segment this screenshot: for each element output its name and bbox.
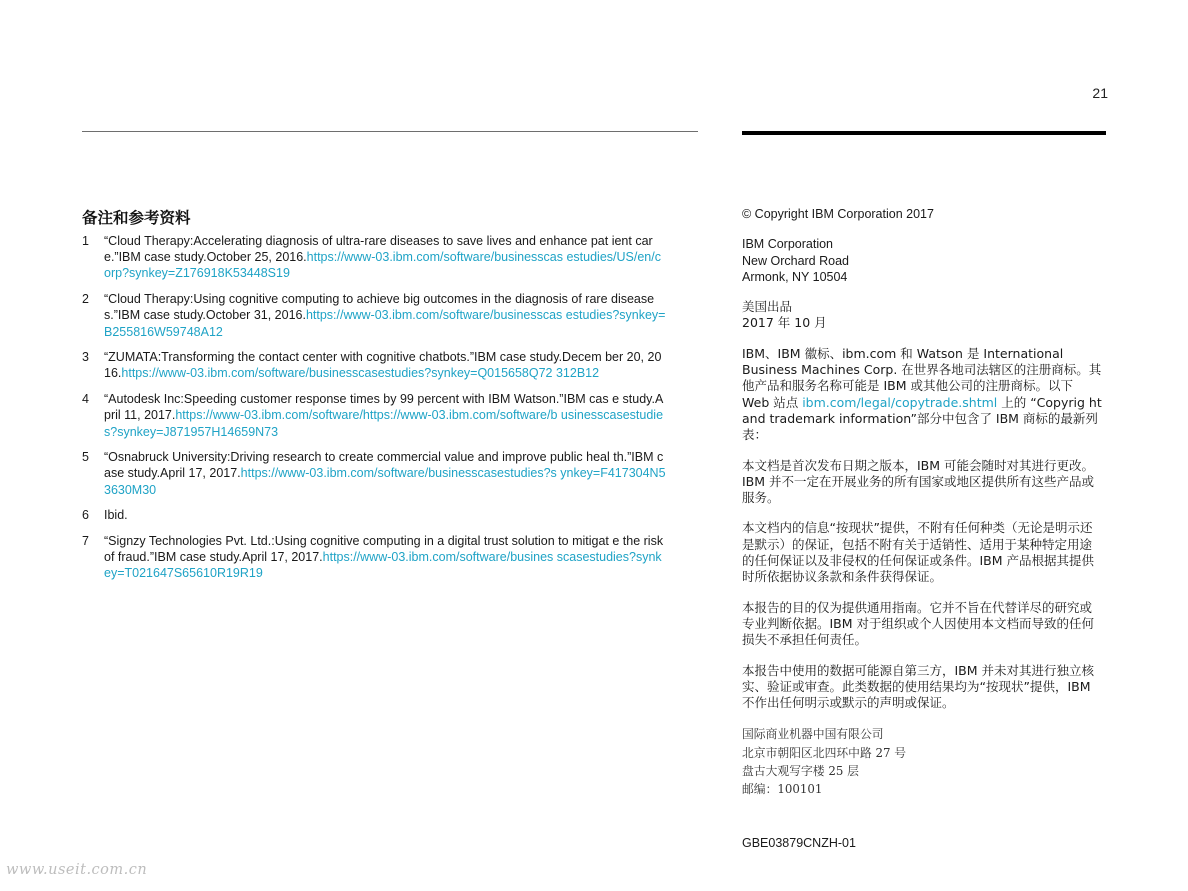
note-number: 5: [82, 450, 89, 465]
note-link[interactable]: https://www-03.ibm.com/software/businesscas estudies/US/en/corp?synkey=Z176918K53448S19: [104, 250, 661, 281]
note-text: “Cloud Therapy:Using cognitive computing to achieve big outcomes in the diagnosis of rare diseases.”IBM case study.October 31, 2016.: [104, 292, 655, 323]
corporate-address: [742, 236, 1102, 285]
note-body: [104, 533, 667, 582]
legal-column: [742, 206, 1102, 798]
note-text: “Osnabruck University:Driving research to create commercial value and improve public heal th.”IBM case study.April 17, 2017.: [104, 450, 664, 481]
note-text: Ibid.: [104, 508, 128, 523]
note-item: [82, 533, 667, 582]
note-item: [82, 507, 667, 523]
china-address-line: 邮编：100101: [742, 782, 823, 797]
disclaimer-paragraph: 本文档是首次发布日期之版本，IBM 可能会随时对其进行更改。IBM 并不一定在开展业务的所有国家或地区提供所有这些产品或服务。: [742, 457, 1095, 506]
china-address-line: 国际商业机器中国有限公司: [742, 727, 884, 742]
note-item: [82, 449, 667, 498]
address-line: Armonk, NY 10504: [742, 269, 848, 284]
note-body: [104, 391, 667, 440]
copytrade-link[interactable]: ibm.com/legal/copytrade.shtml: [802, 394, 998, 410]
notes-title: 备注和参考资料: [82, 209, 191, 227]
note-item: [82, 233, 667, 282]
note-body: [104, 291, 667, 340]
address-line: New Orchard Road: [742, 253, 849, 268]
disclaimer-paragraph: 本报告中使用的数据可能源自第三方，IBM 并未对其进行独立核实、验证或审查。此类数据的使用结果均为“按现状”提供，IBM 不作出任何明示或默示的声明或保证。: [742, 662, 1095, 711]
note-body: [104, 507, 667, 523]
note-body: [104, 233, 667, 282]
note-link[interactable]: https://www-03.ibm.com/software/busines scasestudies?synkey=T021647S65610R19R19: [104, 550, 662, 581]
note-link[interactable]: https://www-03.ibm.com/software/https://www-03.ibm.com/software/b usinesscasestudies?synkey=J871957H14659N73: [104, 408, 664, 439]
trademark-text: IBM、IBM 徽标、ibm.com 和 Watson 是 International Business Machines Corp. 在世界各地司法辖区的注册商标。其他产品和服务名称可能是 IBM 或其他公司的注册商标。以下 Web 站点: [742, 345, 1102, 410]
note-number: 3: [82, 350, 89, 365]
notes-section: [82, 208, 667, 591]
made-in-country: 美国出品: [742, 299, 793, 315]
disclaimer-paragraph: 本文档内的信息“按现状”提供，不附有任何种类（无论是明示还是默示）的保证，包括不附有关于适销性、适用于某种特定用途的任何保证以及非侵权的任何保证或条件。IBM 产品根据其提供时所依据协议条款和条件获得保证。: [742, 520, 1095, 585]
note-number: 4: [82, 392, 89, 407]
made-in: [742, 299, 1102, 332]
document-code: GBE03879CNZH-01: [742, 836, 856, 850]
china-address: [742, 725, 1102, 798]
left-divider: [82, 131, 698, 132]
note-body: [104, 349, 667, 381]
note-link[interactable]: https://www-03.ibm.com/software/businesscas estudies?synkey=B255816W59748A12: [104, 308, 666, 339]
china-address-line: 北京市朝阳区北四环中路 27 号: [742, 745, 907, 760]
note-item: [82, 349, 667, 381]
note-number: 7: [82, 534, 89, 549]
note-item: [82, 291, 667, 340]
note-link[interactable]: https://www-03.ibm.com/software/businesscasestudies?s ynkey=F417304N53630M30: [104, 466, 666, 497]
note-body: [104, 449, 667, 498]
right-divider: [742, 131, 1106, 135]
note-item: [82, 391, 667, 440]
page-number: 21: [1092, 85, 1108, 101]
china-address-line: 盘古大观写字楼 25 层: [742, 763, 859, 778]
note-text: “ZUMATA:Transforming the contact center with cognitive chatbots.”IBM case study.Decem ber 20, 2016.: [104, 350, 662, 381]
note-link[interactable]: https://www-03.ibm.com/software/businesscasestudies?synkey=Q015658Q72 312B12: [121, 366, 600, 381]
disclaimer-paragraph: 本报告的目的仅为提供通用指南。它并不旨在代替详尽的研究或专业判断依据。IBM 对于组织或个人因使用本文档而导致的任何损失不承担任何责任。: [742, 599, 1095, 648]
trademark-text-after: 上的 “Copyrig ht and trademark information”部分中包含了 IBM 商标的最新列表：: [742, 394, 1102, 443]
note-text: “Signzy Technologies Pvt. Ltd.:Using cognitive computing in a digital trust solution to mitigat e the risk of fraud.”IBM case study.April 17, 2017.: [104, 534, 664, 565]
address-line: IBM Corporation: [742, 237, 834, 252]
trademark-notice: [742, 346, 1102, 444]
note-text: “Autodesk Inc:Speeding customer response times by 99 percent with IBM Watson.”IBM cas e study.April 11, 2017.: [104, 392, 664, 423]
note-number: 2: [82, 292, 89, 307]
site-watermark: www.useit.com.cn: [6, 862, 148, 878]
notes-list: [82, 233, 667, 582]
note-number: 1: [82, 234, 89, 248]
note-text: “Cloud Therapy:Accelerating diagnosis of ultra-rare diseases to save lives and enhance pat ient care.”IBM case study.October 25, 2016.: [104, 234, 653, 265]
made-in-date: 2017 年 10 月: [742, 315, 827, 331]
copyright: © Copyright IBM Corporation 2017: [742, 207, 934, 221]
note-number: 6: [82, 508, 89, 523]
